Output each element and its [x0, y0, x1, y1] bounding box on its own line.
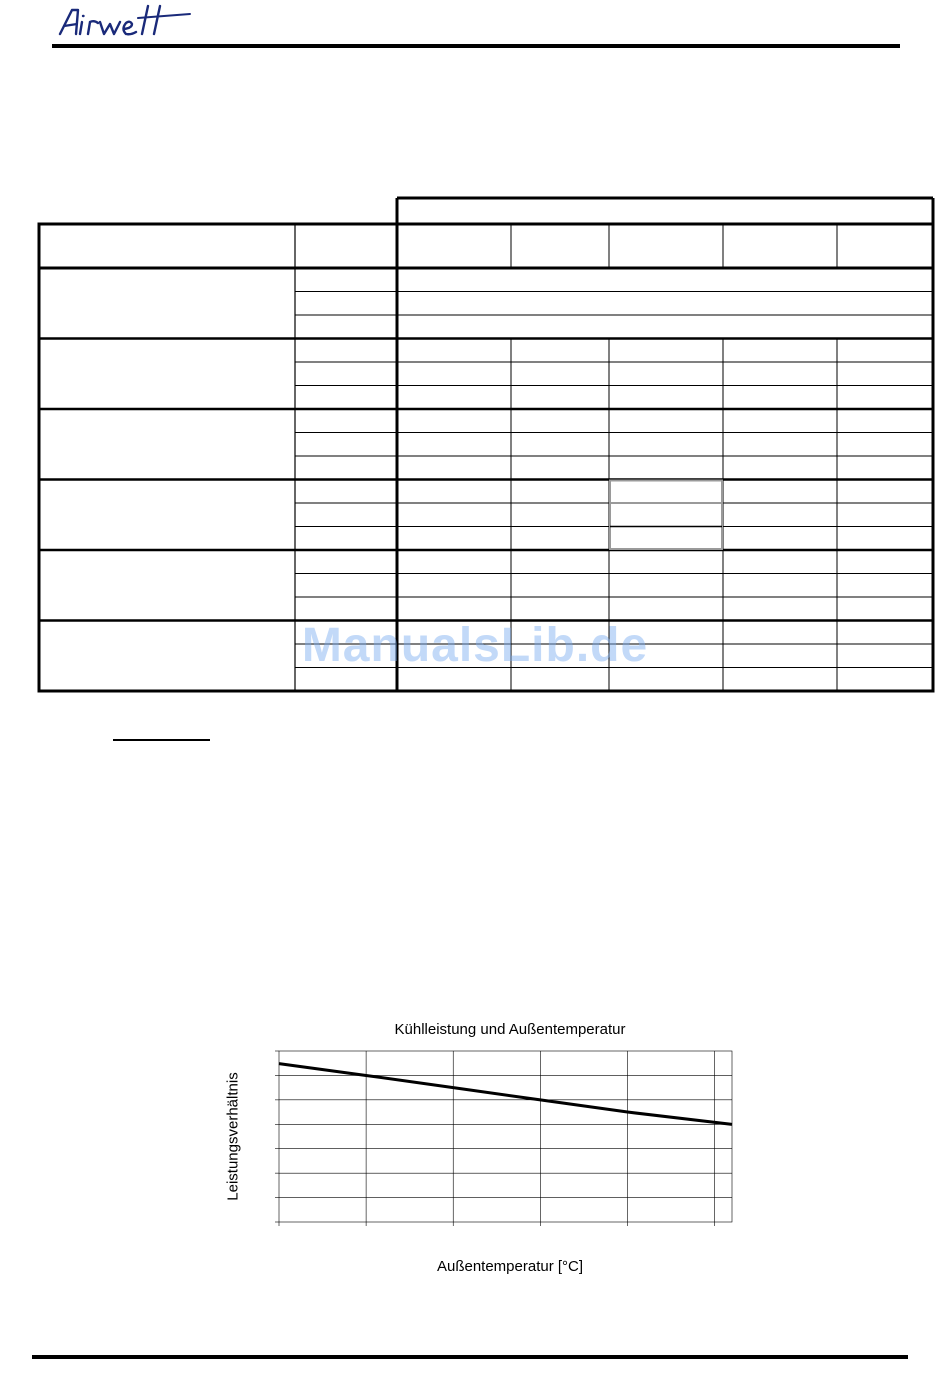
- cooling-capacity-chart: [270, 1045, 740, 1230]
- chart-y-axis-label: Leistungsverhältnis: [224, 1072, 242, 1201]
- table-highlight-box: [610, 481, 722, 550]
- airwell-logo-graphic: [56, 2, 196, 42]
- watermark: ManualsLib.de: [301, 619, 649, 672]
- header-rule: [52, 44, 900, 48]
- footer-rule: [32, 1355, 908, 1359]
- airwell-logo: [56, 2, 196, 42]
- chart-title: Kühlleistung und Außentemperatur: [394, 1021, 626, 1038]
- chart-plot-area: [270, 1045, 740, 1230]
- chart-frame: [279, 1051, 732, 1222]
- section-underline: [113, 739, 210, 741]
- chart-x-axis-label: Außentemperatur [°C]: [436, 1258, 584, 1275]
